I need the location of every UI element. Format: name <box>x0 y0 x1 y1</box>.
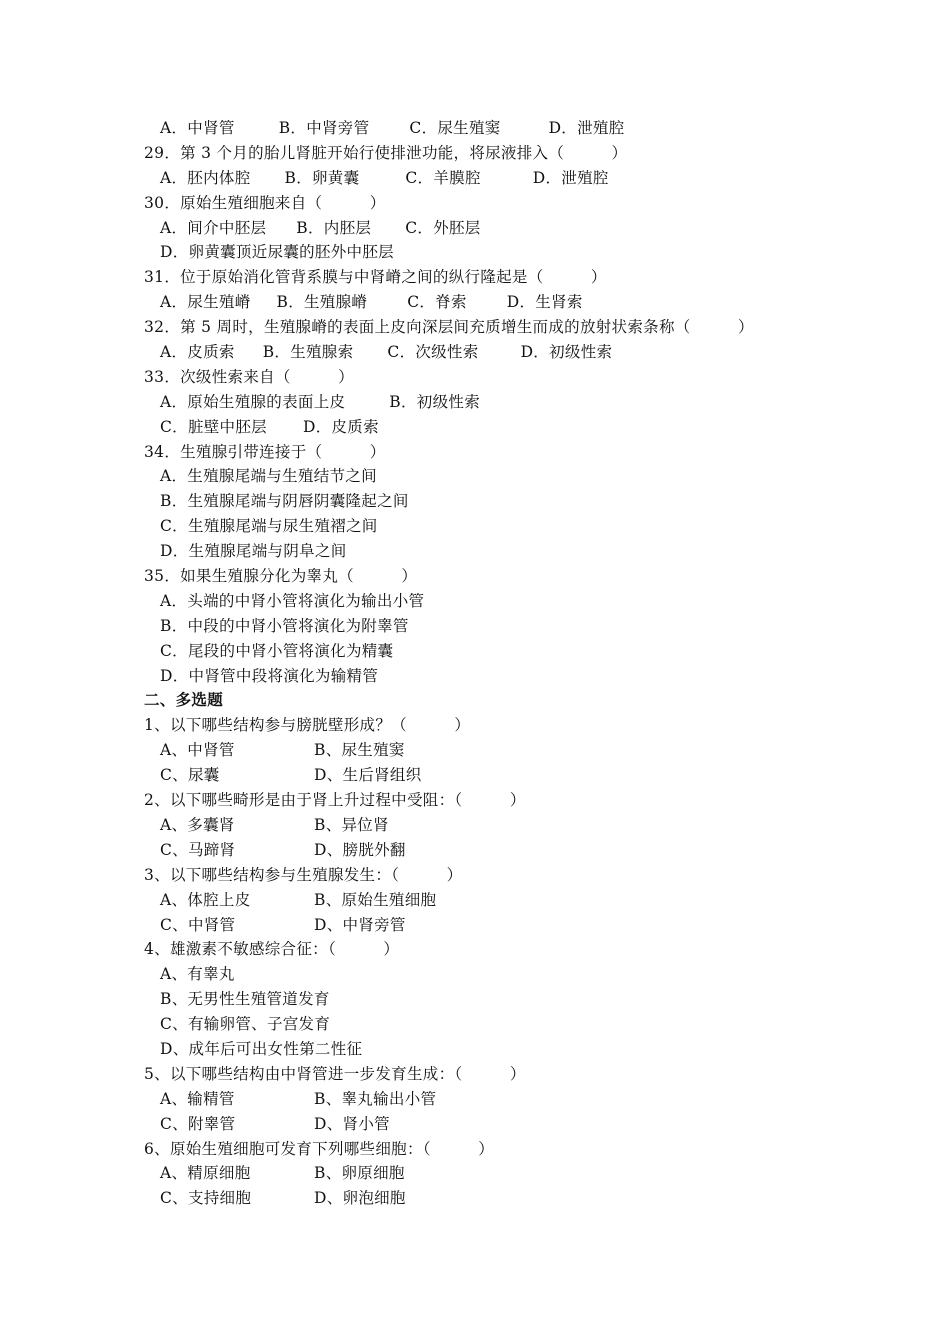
option-row <box>0 1186 950 1211</box>
option: D．初级性索 <box>520 343 613 362</box>
option-row <box>0 639 950 664</box>
option: C、马蹄肾 <box>160 840 236 859</box>
option: B、卵原细胞 <box>314 1164 405 1183</box>
option-row <box>0 240 950 265</box>
option: D．泄殖腔 <box>548 119 625 137</box>
section-heading: 二、多选题 <box>144 690 224 710</box>
option: B．卵黄囊 <box>284 168 360 187</box>
option-row <box>0 1037 950 1062</box>
option: B、原始生殖细胞 <box>314 890 437 909</box>
option: A．尿生殖嵴 <box>160 293 251 312</box>
option: A、有睾丸 <box>160 965 235 984</box>
option: D．中肾管中段将演化为输精管 <box>160 666 379 685</box>
question: 1、以下哪些结构参与膀胱壁形成？（ ） <box>144 716 471 735</box>
option: B、尿生殖窦 <box>314 741 405 760</box>
option: A．胚内体腔 <box>160 168 251 187</box>
option-row <box>0 1112 950 1137</box>
option: C、中肾管 <box>160 915 236 934</box>
option: A、多囊肾 <box>160 815 235 834</box>
exam-page <box>0 116 950 1211</box>
option: D．泄殖腔 <box>532 168 609 187</box>
option: D、生后肾组织 <box>314 766 422 785</box>
option: B．内胚层 <box>296 218 372 237</box>
question: 29．第 3 个月的胎儿肾脏开始行使排泄功能，将尿液排入（ ） <box>144 143 628 162</box>
option-row <box>0 962 950 987</box>
option: B．中段的中肾小管将演化为附睾管 <box>160 616 409 635</box>
option: D．皮质索 <box>302 417 379 436</box>
option: C．脊索 <box>407 293 467 312</box>
option-row <box>0 539 950 564</box>
question: 35．如果生殖腺分化为睾丸（ ） <box>144 567 418 586</box>
option: A．中肾管 <box>160 119 235 137</box>
option: B、无男性生殖管道发育 <box>160 990 330 1009</box>
option: C、支持细胞 <box>160 1189 252 1208</box>
question: 5、以下哪些结构由中肾管进一步发育生成：（ ） <box>144 1064 526 1083</box>
option: D、成年后可出女性第二性征 <box>160 1039 363 1058</box>
option: A、精原细胞 <box>160 1164 251 1183</box>
option: B、异位肾 <box>314 815 389 834</box>
question: 3、以下哪些结构参与生殖腺发生：（ ） <box>144 865 463 884</box>
option-row <box>0 664 950 689</box>
option: B．生殖腺索 <box>262 343 354 362</box>
option: C．生殖腺尾端与尿生殖褶之间 <box>160 517 378 536</box>
option: C、尿囊 <box>160 766 220 785</box>
question: 2、以下哪些畸形是由于肾上升过程中受阻：（ ） <box>144 791 526 810</box>
option: B．生殖腺尾端与阴唇阴囊隆起之间 <box>160 492 409 511</box>
option-row <box>0 464 950 489</box>
option: C．外胚层 <box>405 218 481 237</box>
option-row <box>0 1087 950 1112</box>
option-row <box>0 987 950 1012</box>
option-row <box>0 813 950 838</box>
option: D．生肾索 <box>506 293 583 312</box>
option: C、有输卵管、子宫发育 <box>160 1015 331 1034</box>
option: C．次级性索 <box>387 343 479 362</box>
option-row <box>0 216 950 241</box>
option: C．尿生殖窦 <box>409 119 501 137</box>
option: A、体腔上皮 <box>160 890 251 909</box>
option-row <box>0 514 950 539</box>
option-row <box>0 340 950 365</box>
question: 4、雄激素不敏感综合征：（ ） <box>144 940 400 959</box>
option: B．生殖腺嵴 <box>276 293 368 312</box>
option: A、中肾管 <box>160 741 235 760</box>
option: D．卵黄囊顶近尿囊的胚外中胚层 <box>160 243 394 262</box>
option-row <box>0 390 950 415</box>
option: D、膀胱外翻 <box>314 840 406 859</box>
option: A．原始生殖腺的表面上皮 <box>160 392 346 411</box>
option-row <box>0 913 950 938</box>
option-row <box>0 1012 950 1037</box>
option-row <box>0 489 950 514</box>
option: D、肾小管 <box>314 1114 390 1133</box>
option: C．羊膜腔 <box>405 168 481 187</box>
option-row <box>0 763 950 788</box>
option: B、睾丸输出小管 <box>314 1089 437 1108</box>
option: D、卵泡细胞 <box>314 1189 406 1208</box>
option-row <box>0 738 950 763</box>
question: 34．生殖腺引带连接于（ ） <box>144 442 386 461</box>
option: B．初级性索 <box>389 392 480 411</box>
option-row <box>0 116 950 141</box>
question: 33．次级性索来自（ ） <box>144 367 354 386</box>
question: 32．第 5 周时，生殖腺嵴的表面上皮向深层间充质增生而成的放射状索条称（ ） <box>144 318 754 337</box>
question: 30．原始生殖细胞来自（ ） <box>144 193 386 212</box>
option-row <box>0 838 950 863</box>
option: C、附睾管 <box>160 1114 236 1133</box>
question: 31．位于原始消化管背系膜与中肾嵴之间的纵行隆起是（ ） <box>144 268 607 287</box>
option-row <box>0 415 950 440</box>
option: B．中肾旁管 <box>278 119 370 137</box>
option: D、中肾旁管 <box>314 915 406 934</box>
option: A、输精管 <box>160 1089 235 1108</box>
option-row <box>0 614 950 639</box>
question: 6、原始生殖细胞可发育下列哪些细胞：（ ） <box>144 1139 495 1158</box>
option: A．生殖腺尾端与生殖结节之间 <box>160 467 377 486</box>
option: C．脏壁中胚层 <box>160 417 267 436</box>
option: C．尾段的中肾小管将演化为精囊 <box>160 641 394 660</box>
option-row <box>0 888 950 913</box>
option: A．皮质索 <box>160 343 235 362</box>
option: A．间介中胚层 <box>160 218 267 237</box>
option-row <box>0 290 950 315</box>
option: A．头端的中肾小管将演化为输出小管 <box>160 591 425 610</box>
option: D．生殖腺尾端与阴阜之间 <box>160 542 347 561</box>
option-row <box>0 589 950 614</box>
option-row <box>0 166 950 191</box>
option-row <box>0 1161 950 1186</box>
